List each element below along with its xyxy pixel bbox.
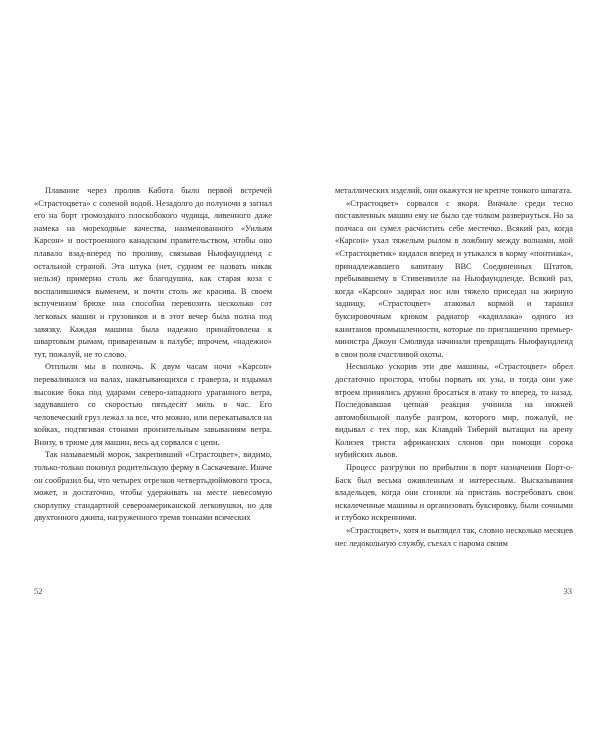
paragraph: Несколько ускорив эти две машины, «Страстоцвет» обрел достаточно простора, чтобы порвать их узы, и тогда они уже втроем принялись дружно бросаться в атаку то вперед, то назад. Последовавшая цепная реакция учинила на нижней автомобильной палубе разгром, которого мир, пожалуй, не видывал с тех пор, как Клавдий Тиберий вытащил на арену Колизея триста африканских слонов при помощи сорока нубийских львов.: [335, 362, 573, 460]
paragraph: металлических изделий, они окажутся не крепче тонкого шпагата.: [335, 186, 573, 195]
paragraph: Так называемый морок, закрепивший «Страстоцвет», видимо, только-только покинул родительскую ферму в Саскачеване. Иначе он сообразил бы, что четырех отрезков четвертьдюймового троса, может, и достаточно, чтобы удерживать на месте невесомую скорлупку стандартной североамериканской легковушки, но для двухтонного джипа, нагруженного тремя тоннами всяческих: [34, 450, 272, 523]
left-text-column: [34, 185, 272, 525]
right-page: [300, 0, 600, 750]
paragraph: Плавание через пролив Кабота было первой встречей «Страстоцвета» с соленой водой. Незадолго до полуночи я загнал его на борт громоздкого плоскобокого чудища, ливенного даже намека на мореходные качества, наименованного «Уильям Карсон» и построенного канадским правительством, чтобы оно плавало взад-вперед по проливу, связывая Ньюфаундленд с остальной страной. Эта штука (нет, судном ее назвать никак нельзя) примерно столь же благодушна, как старая коза с воспалившимся выменем, и почти столь же красива. В своем вспученном брюхе она способна перевозить несколько сот легковых машин и грузовиков и в этот вечер была полна под завязку. Каждая машина была надежно принайтовлена к швартовым рымам, приваренным к палубе; впрочем, «надежно» тут, пожалуй, не то слово.: [34, 186, 272, 359]
paragraph: «Страстоцвет», хотя и выглядел так, словно несколько месяцев нес ледокольную службу, съехал с парома своим: [335, 526, 573, 548]
paragraph: «Страстоцвет» сорвался с якоря. Вначале среди тесно поставленных машин ему не было где толком развернуться. Но за полчаса он сумел расчистить себе местечко. Всякий раз, когда «Карсон» ухал тяжелым рылом в ложбину между волнами, мой «Страстоцветик» кидался вперед и утыкался в корму «понтиака», принадлежавшего капитану ВВС Соединенных Штатов, пребывавшему в Стивенвилле на Ньюфаундленде. Всякий раз, когда «Карсон» задирал нос или тяжело приседал на жирную задницу, «Страстоцвет» атаковал кормой и таранил буксировочным крюком радиатор «кадиллака» одного из канитанов промышленности, которые по приглашению премьер-министра Джоуи Смолвуда начинали превращать Ньюфаундленд в свои поля счастливой охоты.: [335, 198, 573, 359]
page-number: 33: [563, 586, 572, 596]
page-number: 52: [34, 586, 43, 596]
paragraph: Отплыли мы в полночь. К двум часам ночи «Карсон» переваливался на валах, накатывающихся с траверза, и вздымал высокие бока под ударами северо-западного ураганного ветра, задувавшего со скоростью пятьдесят миль в час. Его человеческий груз лежал за все, что можно, или перекатывался на койках, подтягивая стонами пронзительным завываниям ветра. Внизу, в трюме для машин, весь ад сорвался с цепи.: [34, 362, 272, 447]
right-text-column: [335, 185, 573, 550]
paragraph: Процесс разгрузки по прибытии в порт назначения Порт-о-Баск был весьма оживленным и интересным. Высказывания владельцев, когда они сгоняли на пристань востребовать свои искалеченные машины и организовать буксировку, были сочными и глубоко искренними.: [335, 463, 573, 523]
